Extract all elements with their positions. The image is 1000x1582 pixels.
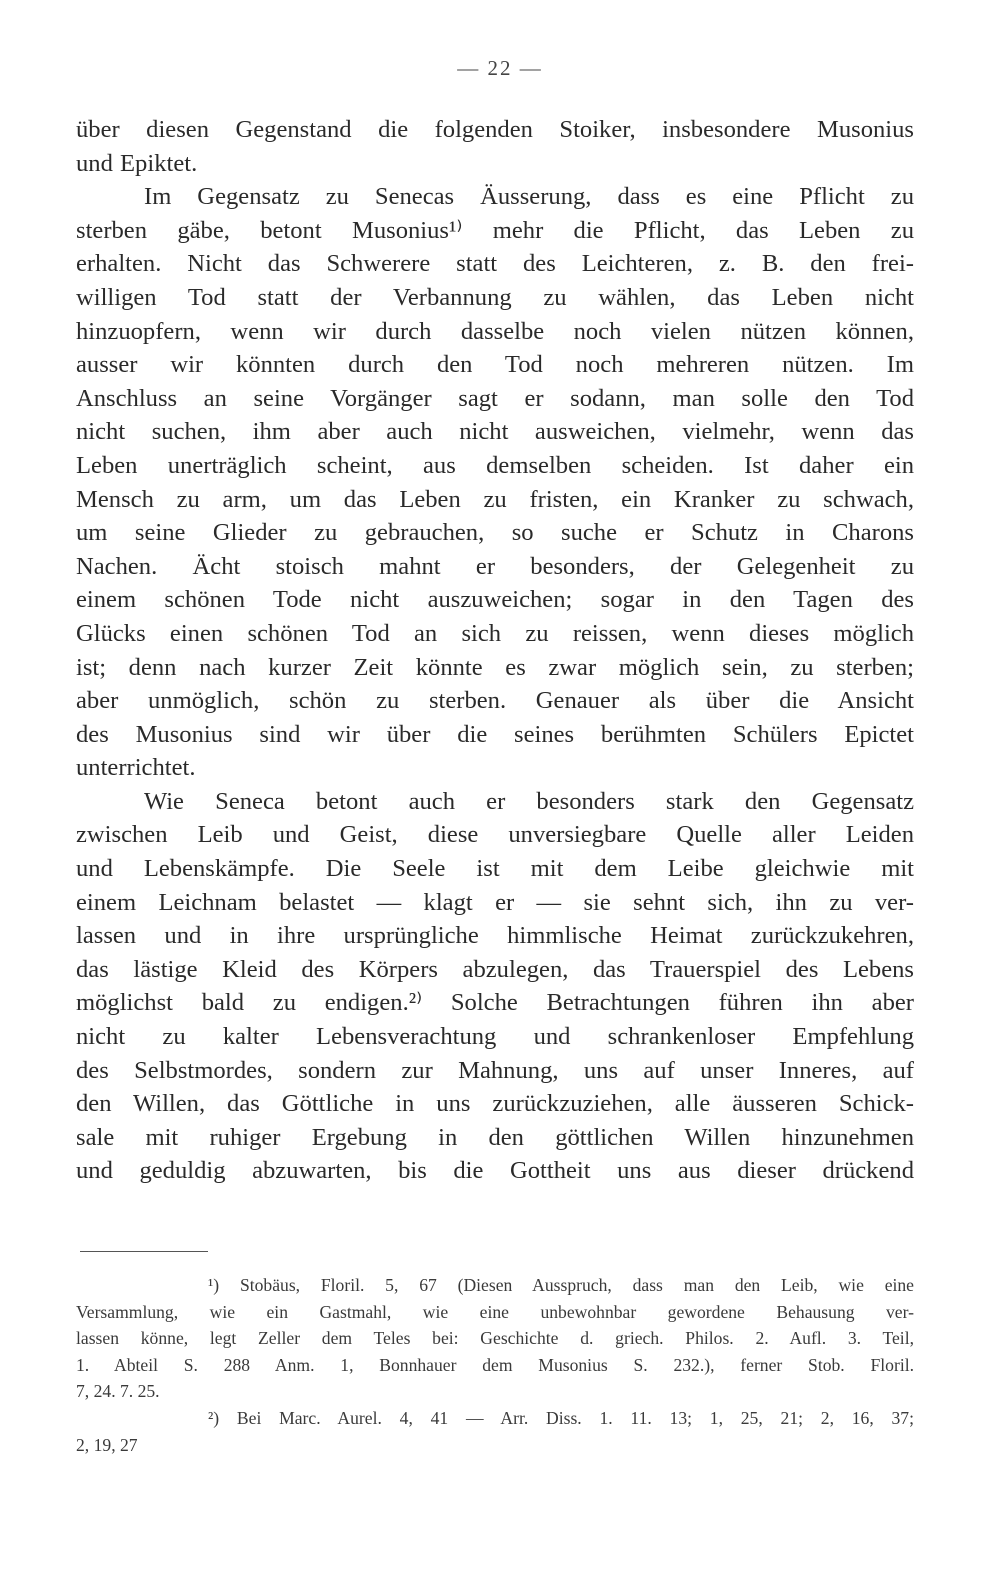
text-line: und Epiktet. [76, 149, 198, 177]
footnote-line: 1. Abteil S. 288 Anm. 1, Bonnhauer dem Musonius S. 232.), ferner Stob. Floril. [76, 1354, 914, 1375]
paragraph-1 [76, 113, 914, 180]
text-line: einem Leichnam belastet — klagt er — sie sehnt sich, ihn zu ver- [76, 888, 914, 916]
footnote-line: 2, 19, 27 [76, 1434, 138, 1455]
text-line: willigen Tod statt der Verbannung zu wählen, das Leben nicht [76, 283, 914, 311]
footnote-line: lassen könne, legt Zeller dem Teles bei: Geschichte d. griech. Philos. 2. Aufl. 3. Teil, [76, 1328, 914, 1349]
text-line: hinzuopfern, wenn wir durch dasselbe noch vielen nützen können, [76, 317, 914, 345]
text-line: Nachen. Ächt stoisch mahnt er besonders, der Gelegenheit zu [76, 552, 914, 580]
text-line: und geduldig abzuwarten, bis die Gottheit uns aus dieser drückend [76, 1157, 914, 1185]
text-line: unterrichtet. [76, 754, 196, 782]
main-text [76, 113, 914, 1188]
footnote-line: 7, 24. 7. 25. [76, 1381, 160, 1402]
text-line: des Musonius sind wir über die seines berühmten Schülers Epictet [76, 720, 914, 748]
text-line: möglichst bald zu endigen.²⁾ Solche Betrachtungen führen ihn aber [76, 989, 914, 1017]
text-line: Mensch zu arm, um das Leben zu fristen, ein Kranker zu schwach, [76, 485, 914, 513]
text-line: Wie Seneca betont auch er besonders stark den Gegensatz [144, 787, 914, 815]
text-line: ist; denn nach kurzer Zeit könnte es zwar möglich sein, zu sterben; [76, 653, 914, 681]
text-line: das lästige Kleid des Körpers abzulegen, das Trauerspiel des Lebens [76, 955, 914, 983]
text-line: um seine Glieder zu gebrauchen, so suche er Schutz in Charons [76, 519, 914, 547]
text-line: nicht zu kalter Lebensverachtung und schrankenloser Empfehlung [76, 1023, 914, 1051]
text-line: Im Gegensatz zu Senecas Äusserung, dass es eine Pflicht zu [144, 183, 914, 211]
text-line: sterben gäbe, betont Musonius¹⁾ mehr die Pflicht, das Leben zu [76, 216, 914, 244]
footnote-line: ¹) Stobäus, Floril. 5, 67 (Diesen Ausspruch, dass man den Leib, wie eine [208, 1275, 914, 1295]
footnotes [76, 1272, 914, 1458]
text-line: zwischen Leib und Geist, diese unversiegbare Quelle aller Leiden [76, 821, 914, 849]
text-line: nicht suchen, ihm aber auch nicht ausweichen, vielmehr, wenn das [76, 418, 914, 446]
text-line: sale mit ruhiger Ergebung in den göttlichen Willen hinzunehmen [76, 1123, 914, 1151]
footnote-line: ²) Bei Marc. Aurel. 4, 41 — Arr. Diss. 1. 11. 13; 1, 25, 21; 2, 16, 37; [208, 1407, 914, 1428]
page-number: — 22 — [457, 56, 543, 80]
text-line: und Lebenskämpfe. Die Seele ist mit dem Leibe gleichwie mit [76, 855, 914, 883]
footnote-line: Versammlung, wie ein Gastmahl, wie eine unbewohnbar gewordene Behausung ver- [76, 1301, 914, 1322]
text-line: aber unmöglich, schön zu sterben. Genauer als über die Ansicht [76, 687, 914, 715]
paragraph-2 [76, 180, 914, 785]
text-line: den Willen, das Göttliche in uns zurückzuziehen, alle äusseren Schick- [76, 1090, 914, 1118]
text-line: Glücks einen schönen Tod an sich zu reissen, wenn dieses möglich [76, 619, 914, 647]
footnote-divider [80, 1251, 208, 1252]
text-line: des Selbstmordes, sondern zur Mahnung, uns auf unser Inneres, auf [76, 1056, 914, 1084]
text-line: Anschluss an seine Vorgänger sagt er sodann, man solle den Tod [76, 384, 914, 412]
text-line: lassen und in ihre ursprüngliche himmlische Heimat zurückzukehren, [76, 922, 914, 950]
text-line: Leben unerträglich scheint, aus demselben scheiden. Ist daher ein [76, 451, 914, 479]
text-line: einem schönen Tode nicht auszuweichen; sogar in den Tagen des [76, 586, 914, 614]
text-line: ausser wir könnten durch den Tod noch mehreren nützen. Im [76, 351, 914, 379]
text-line: über diesen Gegenstand die folgenden Stoiker, insbesondere Musonius [76, 116, 914, 143]
text-line: erhalten. Nicht das Schwerere statt des Leichteren, z. B. den frei- [76, 250, 914, 278]
paragraph-3 [76, 785, 914, 1188]
